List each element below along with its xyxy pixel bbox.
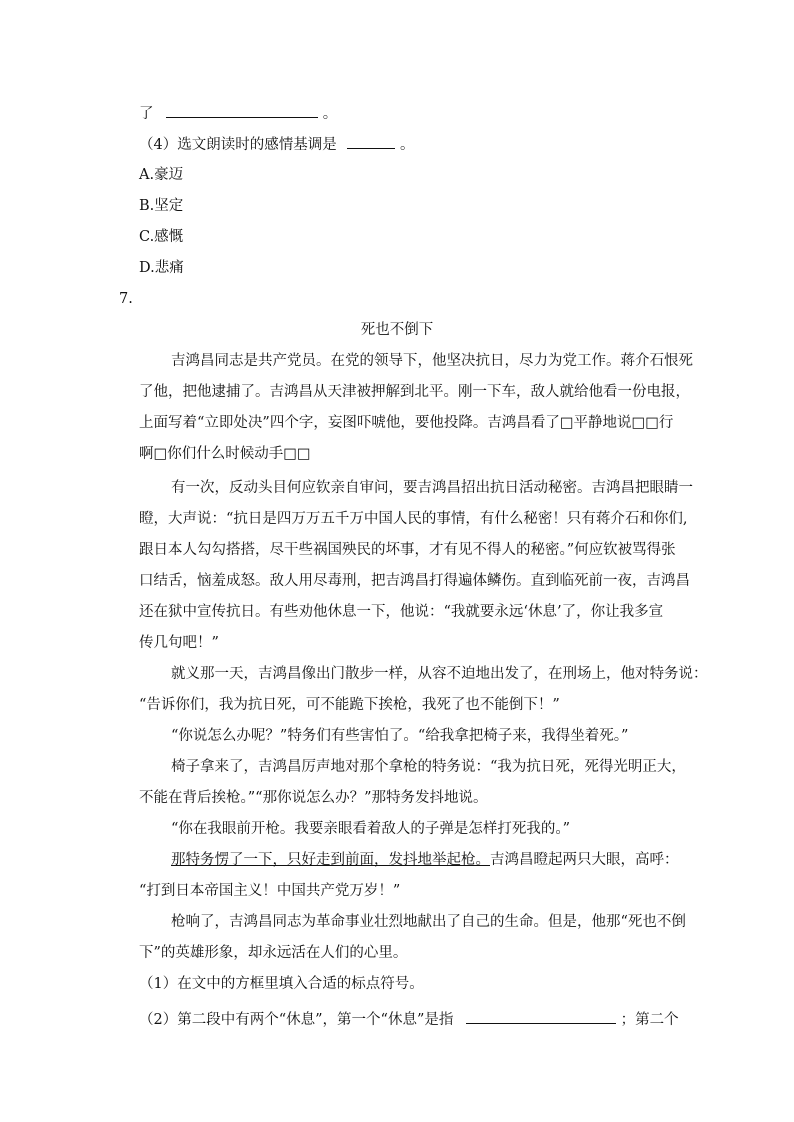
subquestion-2 [139, 1009, 679, 1030]
para2-line: 还在狱中宣传抗日。有些劝他休息一下，他说：“我就要永远‘休息’了，你让我多宣 [139, 604, 664, 620]
para7-line [171, 850, 679, 870]
para1-line: 吉鸿昌同志是共产党员。在党的领导下，他坚决抗日，尽力为党工作。蒋介石恨死 [171, 353, 693, 369]
answer-blank[interactable] [466, 1009, 616, 1024]
option-c: C.感慨 [139, 229, 184, 245]
answer-blank[interactable] [166, 103, 318, 118]
para8-line: 下”的英雄形象，却永远活在人们的心里。 [139, 945, 408, 961]
q4-post: 。 [399, 137, 415, 153]
underlined-sentence: 那特务愣了一下，只好走到前面，发抖地举起枪。 [171, 852, 490, 868]
para3-line: “告诉你们，我为抗日死，可不能跪下挨枪，我死了也不能倒下！” [139, 697, 560, 713]
q6-line-continuation [139, 103, 337, 124]
para4-line: “你说怎么办呢？”特务们有些害怕了。“给我拿把椅子来，我得坐着死。” [171, 728, 629, 744]
para1-line: 了他，把他逮捕了。吉鸿昌从天津被押解到北平。刚一下车，敌人就给他看一份电报， [139, 384, 690, 400]
para2-line: 瞪，大声说：“抗日是四万万五千万中国人民的事情，有什么秘密！只有蒋介石和你们, [139, 511, 688, 527]
para1-line: 啊□你们什么时候动手□□ [139, 446, 311, 462]
para7-rest: 吉鸿昌瞪起两只大眼，高呼： [490, 852, 679, 868]
q6-line-pre: 了 [139, 106, 154, 122]
option-d: D.悲痛 [139, 260, 184, 276]
answer-blank[interactable] [347, 134, 395, 149]
passage-title: 死也不倒下 [360, 322, 434, 338]
para7-line: “打到日本帝国主义！中国共产党万岁！” [139, 883, 401, 899]
para6-line: “你在我眼前开枪。我要亲眼看着敌人的子弹是怎样打死我的。” [171, 821, 571, 837]
para5-line: 不能在背后挨枪。”“那你说怎么办？”那特务发抖地说。 [139, 790, 488, 806]
subquestion-2-post: ；第二个 [620, 1012, 679, 1028]
para1-line: 上面写着“立即处决”四个字，妄图吓唬他，要他投降。吉鸿昌看了□平静地说□□行 [139, 415, 674, 431]
question-number: 7. [119, 291, 133, 307]
para2-line: 跟日本人勾勾搭搭，尽干些祸国殃民的坏事，才有见不得人的秘密。”何应钦被骂得张 [139, 542, 676, 558]
q6-subquestion-4 [139, 134, 414, 155]
para3-line: 就义那一天，吉鸿昌像出门散步一样，从容不迫地出发了，在刑场上，他对特务说： [171, 666, 708, 682]
para8-line: 枪响了，吉鸿昌同志为革命事业壮烈地献出了自己的生命。但是，他那“死也不倒 [171, 914, 686, 930]
option-b: B.坚定 [139, 198, 184, 214]
para5-line: 椅子拿来了，吉鸿昌厉声地对那个拿枪的特务说：“我为抗日死，死得光明正大， [171, 759, 686, 775]
option-a: A.豪迈 [139, 167, 184, 183]
q4-text: （4）选文朗读时的感情基调是 [139, 137, 337, 153]
para2-line: 传几句吧！” [139, 635, 219, 651]
subquestion-2-text: （2）第二段中有两个“休息”，第一个“休息”是指 [139, 1012, 454, 1028]
q6-line-post: 。 [322, 106, 338, 122]
para2-line: 有一次，反动头目何应钦亲自审问，要吉鸿昌招出抗日活动秘密。吉鸿昌把眼睛一 [171, 480, 693, 496]
subquestion-1: （1）在文中的方框里填入合适的标点符号。 [139, 976, 424, 992]
para2-line: 口结舌，恼羞成怒。敌人用尽毒刑，把吉鸿昌打得遍体鳞伤。直到临死前一夜，吉鸿昌 [139, 573, 690, 589]
